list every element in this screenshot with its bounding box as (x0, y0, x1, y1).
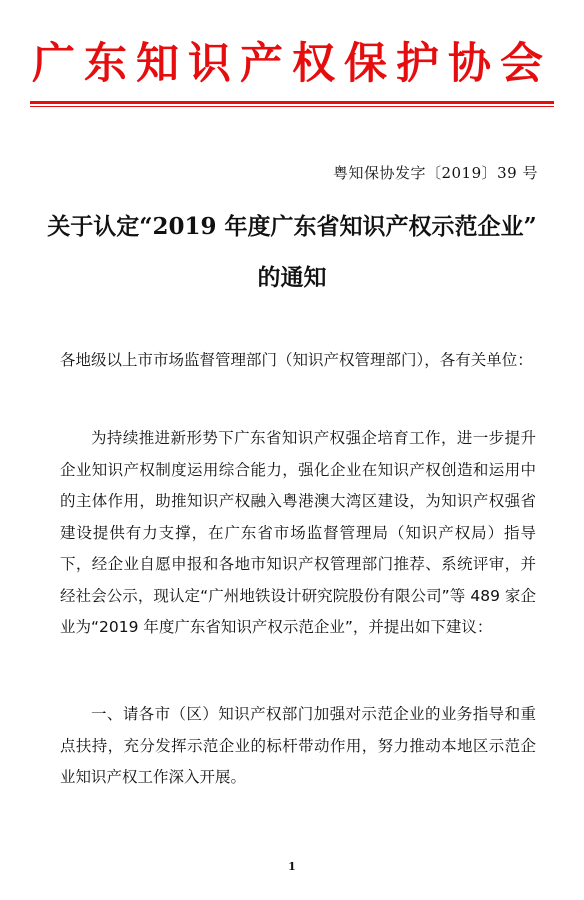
letterhead-rule-thick (30, 101, 554, 104)
letterhead-organization: 广东知识产权保护协会 (32, 39, 552, 89)
body-paragraph-1: 为持续推进新形势下广东省知识产权强企培育工作，进一步提升企业知识产权制度运用综合能力，强化企业在知识产权创造和运用中的主体作用，助推知识产权融入粤港澳大湾区建设，为知识产权强省建设提供有力支撑，在广东省市场监督管理局（知识产权局）指导下，经企业自愿申报和各地市知识产权管理部门推荐、系统评审，并经社会公示，现认定“广州地铁设计研究院股份有限公司”等 489 家企业为“2019 年度广东省知识产权示范企业”，并提出如下建议： (60, 429, 536, 636)
document-title-line-1: 关于认定“2019 年度广东省知识产权示范企业” (47, 213, 537, 240)
body-paragraph-2: 一、请各市（区）知识产权部门加强对示范企业的业务指导和重点扶持，充分发挥示范企业的标杆带动作用，努力推动本地区示范企业知识产权工作深入开展。 (60, 705, 536, 786)
page-number: 1 (288, 860, 296, 873)
addressee: 各地级以上市市场监督管理部门（知识产权管理部门），各有关单位： (60, 351, 533, 369)
document-title-line-2: 的通知 (257, 264, 327, 291)
letterhead-rule-thin (30, 106, 554, 107)
document-number: 粤知保协发字〔2019〕39 号 (332, 164, 538, 182)
